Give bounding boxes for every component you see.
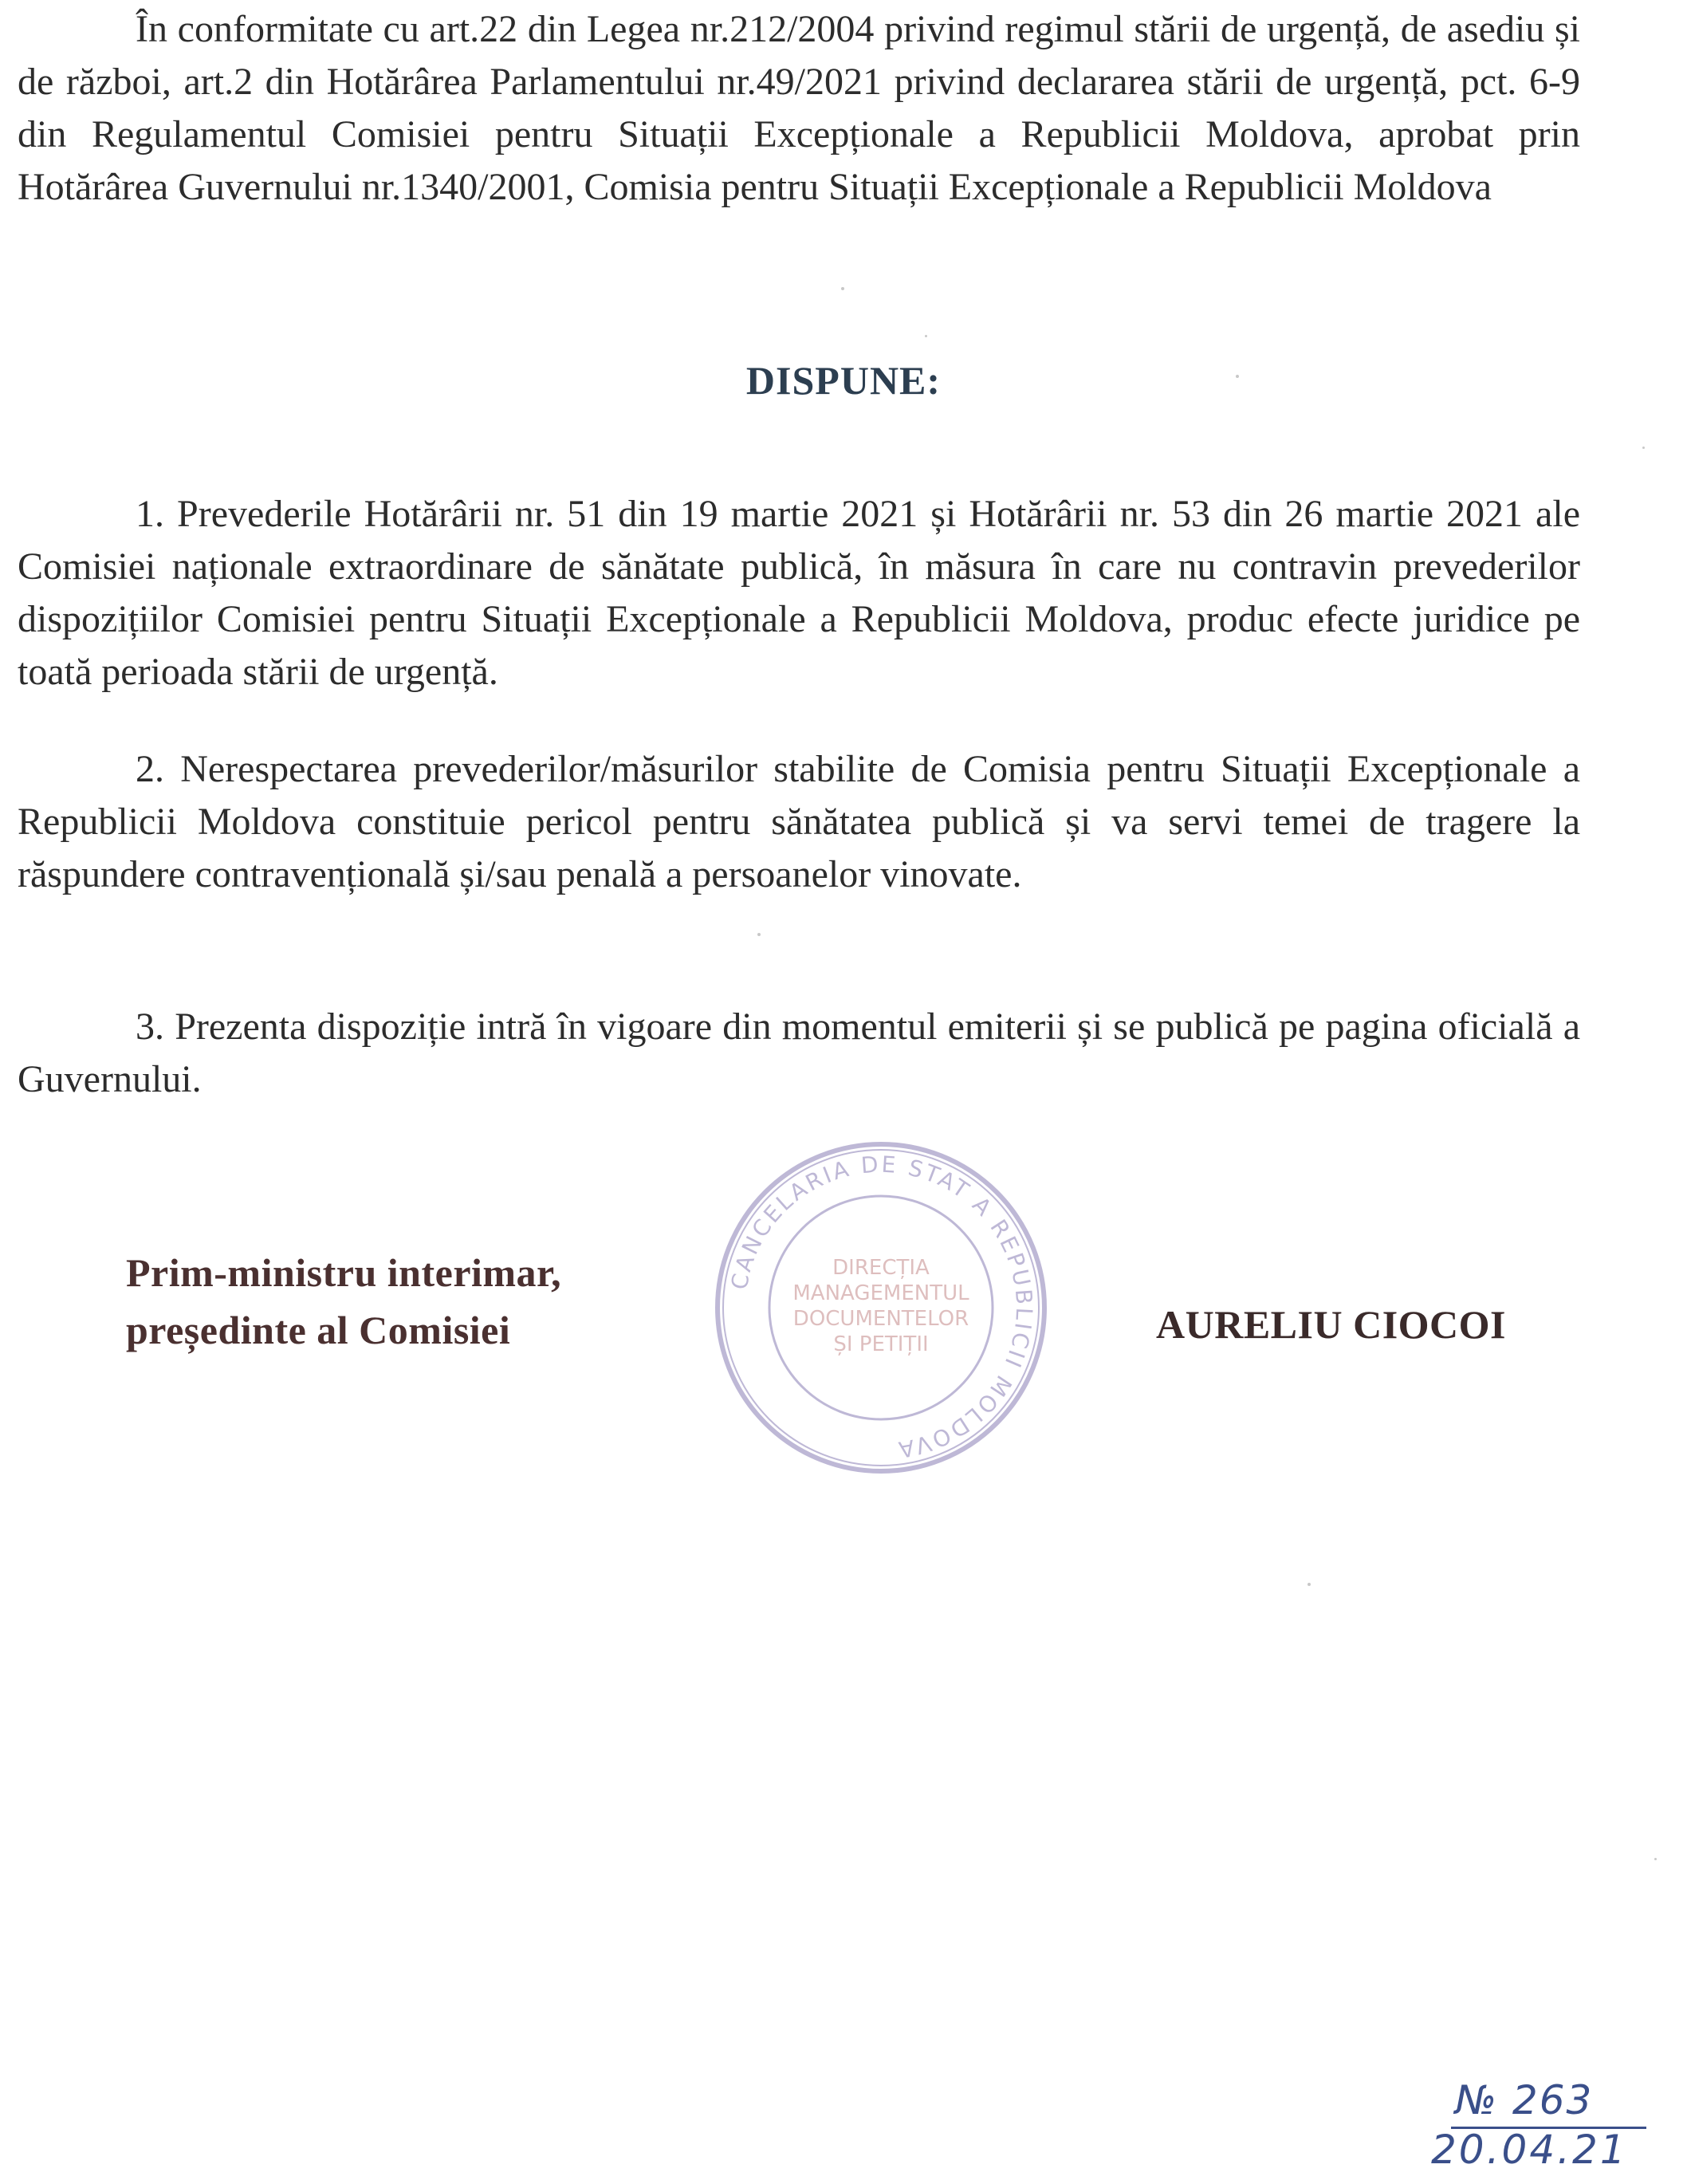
- official-stamp-icon: [706, 1132, 1056, 1483]
- dispune-heading: DISPUNE:: [745, 358, 942, 403]
- item-1: [18, 488, 1580, 698]
- scan-speck: [1654, 1858, 1657, 1860]
- intro-paragraph: În conformitate cu art.22 din Legea nr.212/2004 privind regimul stării de urgență, de asediu și de război, art.2 din Hotărârea Parlamentului nr.49/2021 privind declararea stării de urgență, pct. 6-9 din Regulamentul Comisiei pentru Situații Excepționale a Republicii Moldova, aprobat prin Hotărârea Guvernului nr.1340/2001, Comisia pentru Situații Excepționale a Republicii Moldova: [18, 8, 1580, 208]
- svg-text:DOCUMENTELOR: DOCUMENTELOR: [792, 1307, 969, 1331]
- registration-number: № 263: [1455, 2077, 1594, 2123]
- svg-text:DIRECȚIA: DIRECȚIA: [832, 1256, 930, 1280]
- svg-text:MANAGEMENTUL: MANAGEMENTUL: [792, 1281, 969, 1305]
- scan-speck: [1642, 447, 1645, 449]
- item-3: [18, 1001, 1580, 1106]
- item-1-number: 1.: [136, 493, 164, 535]
- scan-speck: [1236, 375, 1239, 378]
- signatory-title-line1: Prim-ministru interimar,: [126, 1250, 562, 1295]
- signatory-title: [126, 1244, 561, 1359]
- scan-speck: [925, 335, 927, 337]
- scan-speck: [841, 287, 844, 290]
- item-2-number: 2.: [136, 748, 164, 790]
- item-3-number: 3.: [136, 1005, 164, 1048]
- signatory-title-line2: președinte al Comisiei: [126, 1308, 511, 1352]
- item-2-text: Nerespectarea prevederilor/măsurilor stabilite de Comisia pentru Situații Excepționale a Republicii Moldova constituie pericol pentru sănătatea publică și va servi temei de tragere la răspundere contravențională și/sau penală a persoanelor vinovate.: [18, 748, 1580, 895]
- registration-note: [1423, 2077, 1662, 2181]
- registration-date: 20.04.21: [1431, 2127, 1628, 2173]
- svg-text:CANCELARIA DE STAT A REPUBLICI: CANCELARIA DE STAT A REPUBLICII MOLDOVA: [726, 1151, 1038, 1463]
- item-2: [18, 743, 1580, 901]
- item-3-text: Prezenta dispoziție intră în vigoare din momentul emiterii și se publică pe pagina oficială a Guvernului.: [18, 1005, 1580, 1100]
- item-1-text: Prevederile Hotărârii nr. 51 din 19 martie 2021 și Hotărârii nr. 53 din 26 martie 2021 ale Comisiei naționale extraordinare de sănătate publică, în măsura în care nu contravin prevederilor dispozițiilor Comisiei pentru Situații Excepționale a Republicii Moldova, produc efecte juridice pe toată perioada stării de urgență.: [18, 493, 1580, 693]
- scan-speck: [1308, 1583, 1311, 1586]
- signatory-name: AURELIU CIOCOI: [1156, 1302, 1507, 1347]
- scan-speck: [757, 933, 761, 936]
- svg-text:ȘI PETIȚII: ȘI PETIȚII: [833, 1332, 929, 1356]
